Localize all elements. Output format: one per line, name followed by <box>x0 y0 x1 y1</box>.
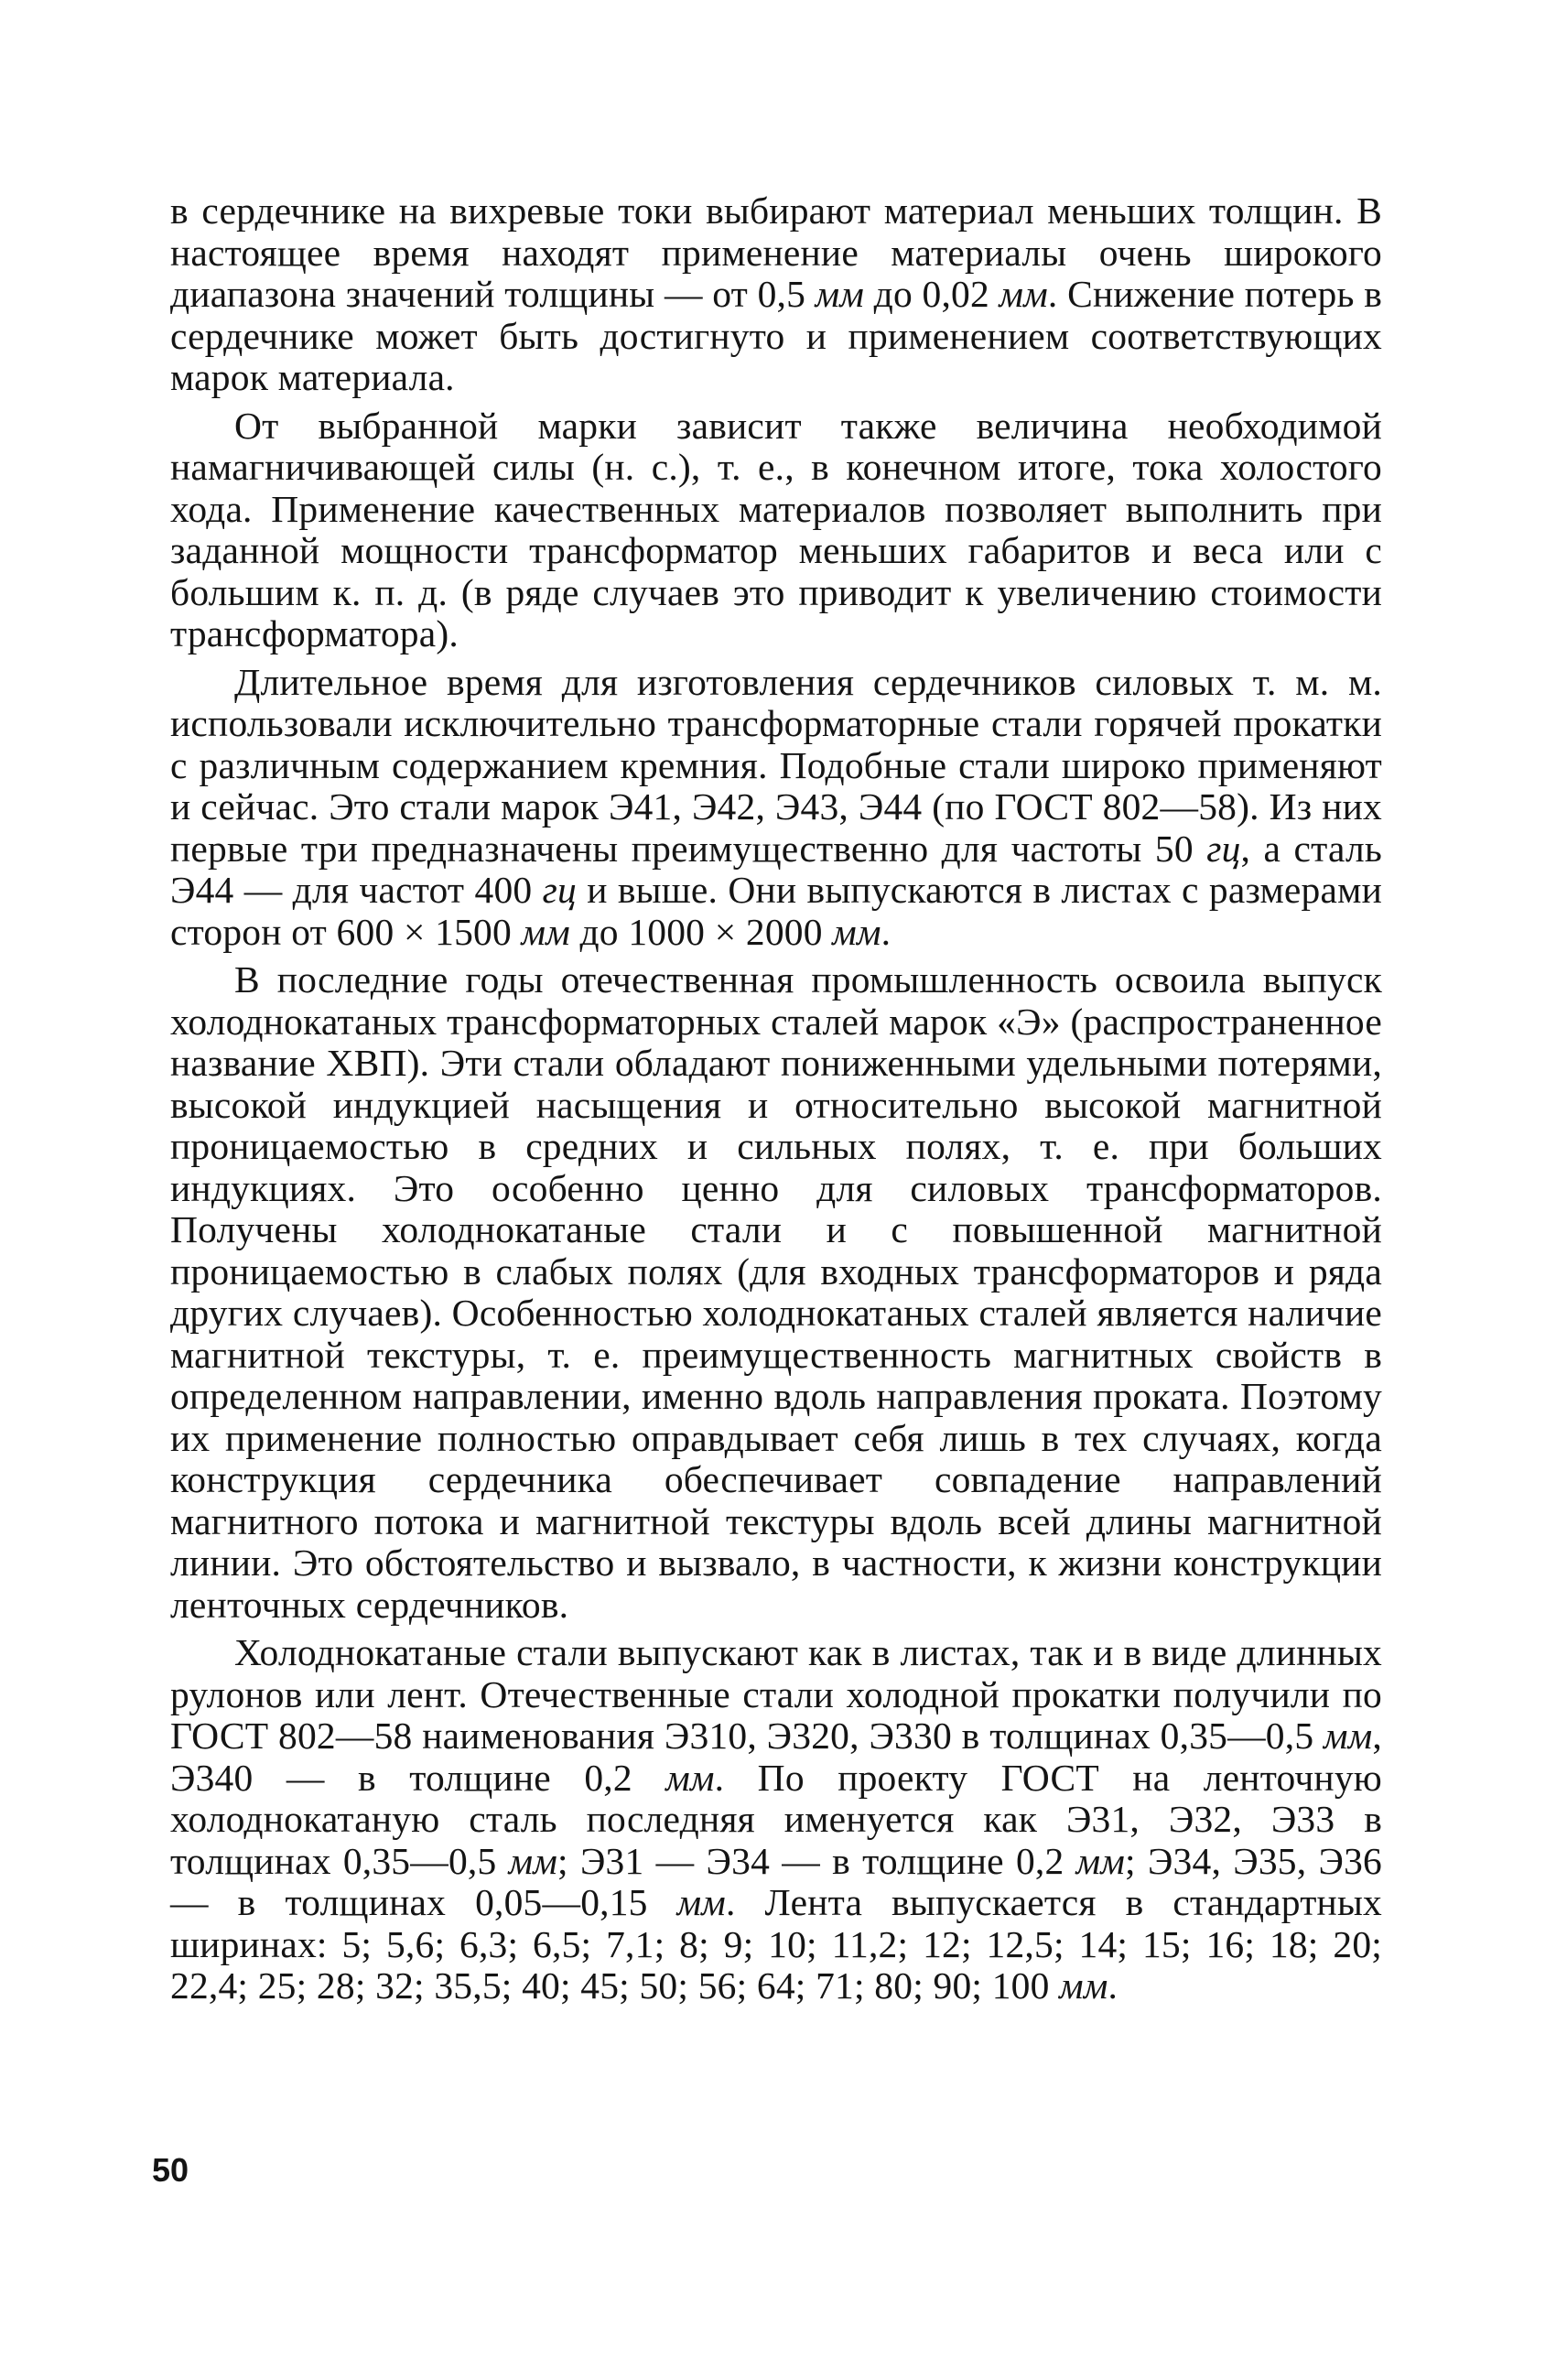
page-number: 50 <box>152 2151 189 2189</box>
unit-abbreviation: мм <box>1059 1964 1108 2007</box>
unit-abbreviation: мм <box>815 273 865 315</box>
unit-abbreviation: мм <box>508 1839 558 1882</box>
paragraph-hot-rolled-steels: Длительное время для изготовления сердечников силовых т. м. м. использовали исключительно трансформаторные стали горячей прокатки с различным содержанием кремния. Подобные стали широко применяют и сейчас. Это стали марок Э41, Э42, Э43, Э44 (по ГОСТ 802—58). Из них первые три предназначены преимущественно для частоты 50 гц, а сталь Э44 — для частот 400 гц и выше. Они выпускаются в листах с размерами сторон от 600 × 1500 мм до 1000 × 2000 мм. <box>170 660 1382 953</box>
paragraph-magnetizing-force: От выбранной марки зависит также величина необходимой намагничивающей силы (н. с.), т. е., в конечном итоге, тока холостого хода. Применение качественных материалов позволяет выполнить при заданной мощности трансформатор меньших габаритов и веса или с большим к. п. д. (в ряде случаев это приводит к увеличению стоимости трансформатора). <box>170 404 1382 654</box>
unit-abbreviation: мм <box>676 1881 726 1923</box>
unit-abbreviation: гц <box>1206 827 1241 870</box>
unit-abbreviation: мм <box>1324 1715 1373 1757</box>
page-body <box>170 190 1382 2007</box>
paragraph-core-losses: в сердечнике на вихревые токи выбирают материал меньших толщин. В настоящее время находят применение материалы очень широкого диапазона значений толщины — от 0,5 мм до 0,02 мм. Снижение потерь в сердечнике может быть достигнуто и применением соответствующих марок материала. <box>170 189 1382 398</box>
unit-abbreviation: мм <box>665 1756 715 1799</box>
paragraph-strip-widths: Холоднокатаные стали выпускают как в листах, так и в виде длинных рулонов или лент. Отечественные стали холодной прокатки получили по ГОСТ 802—58 наименования Э310, Э320, Э330 в толщинах 0,35—0,5 мм, Э340 — в толщине 0,2 мм. По проекту ГОСТ на ленточную холоднокатаную сталь последняя именуется как Э31, Э32, Э33 в толщинах 0,35—0,5 мм; Э31 — Э34 — в толщине 0,2 мм; Э34, Э35, Э36 — в толщинах 0,05—0,15 мм. Лента выпускается в стандартных ширинах: 5; 5,6; 6,3; 6,5; 7,1; 8; 9; 10; 11,2; 12; 12,5; 14; 15; 16; 18; 20; 22,4; 25; 28; 32; 35,5; 40; 45; 50; 56; 64; 71; 80; 90; 100 мм. <box>170 1631 1382 2007</box>
paragraph-cold-rolled-steels: В последние годы отечественная промышленность освоила выпуск холоднокатаных трансформаторных сталей марок «Э» (распространенное название ХВП). Эти стали обладают пониженными удельными потерями, высокой индукцией насыщения и относительно высокой магнитной проницаемостью в средних и сильных полях, т. е. при больших индукциях. Это особенно ценно для силовых трансформаторов. Получены холоднокатаные стали и с повышенной магнитной проницаемостью в слабых полях (для входных трансформаторов и ряда других случаев). Особенностью холоднокатаных сталей является наличие магнитной текстуры, т. е. преимущественность магнитных свойств в определенном направлении, именно вдоль направления проката. Поэтому их применение полностью оправдывает себя лишь в тех случаях, когда конструкция сердечника обеспечивает совпадение направлений магнитного потока и магнитной текстуры вдоль всей длины магнитной линии. Это обстоятельство и вызвало, в частности, к жизни конструкции ленточных сердечников. <box>170 958 1382 1626</box>
unit-abbreviation: мм <box>999 273 1048 315</box>
unit-abbreviation: мм <box>1075 1839 1126 1882</box>
unit-abbreviation: мм <box>521 910 570 953</box>
unit-abbreviation: мм <box>832 910 881 953</box>
unit-abbreviation: гц <box>542 869 577 911</box>
